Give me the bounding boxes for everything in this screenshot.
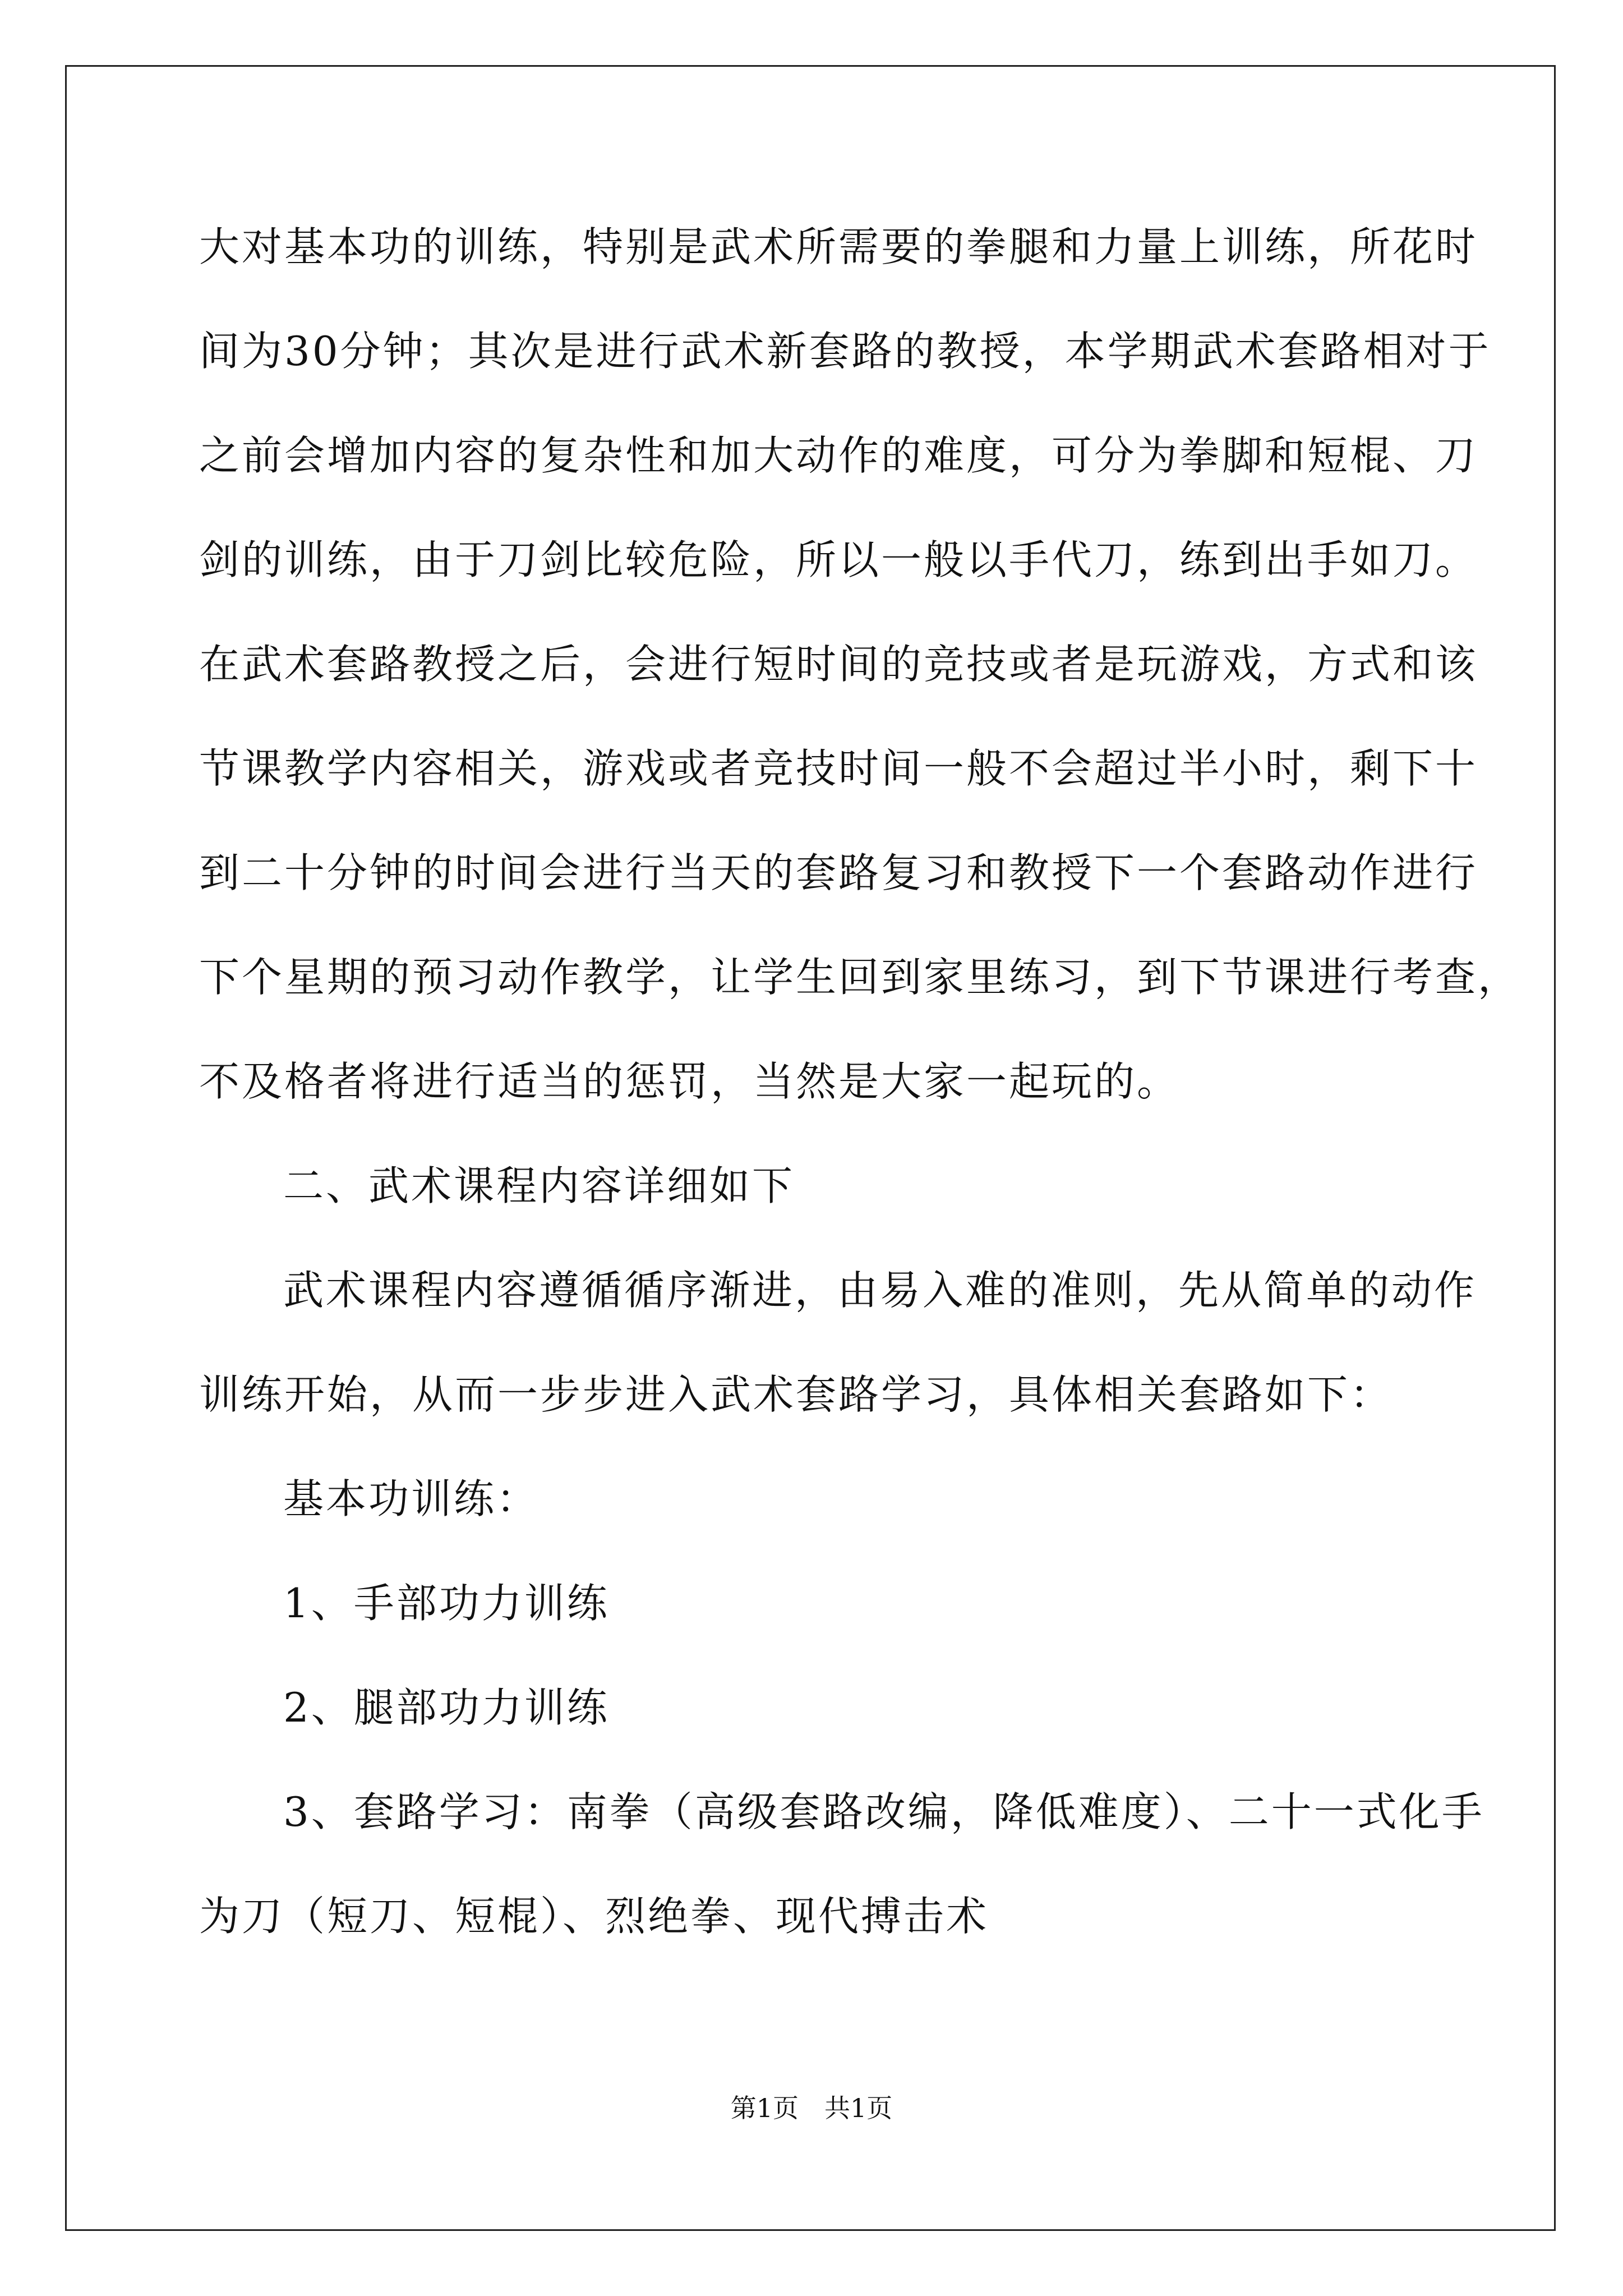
text-line: 到二十分钟的时间会进行当天的套路复习和教授下一个套路动作进行	[199, 849, 1478, 896]
text-line: 武术课程内容遵循循序渐进，由易入难的准则，先从简单的动作	[283, 1267, 1477, 1314]
text-line: 在武术套路教授之后，会进行短时间的竞技或者是玩游戏，方式和该	[199, 641, 1478, 688]
text-line: 为刀（短刀、短棍）、烈绝拳、现代搏击术	[199, 1893, 989, 1940]
text-line: 不及格者将进行适当的惩罚，当然是大家一起玩的。	[199, 1058, 1180, 1105]
text-line: 节课教学内容相关，游戏或者竞技时间一般不会超过半小时，剩下十	[199, 745, 1478, 792]
text-line: 间为30分钟；其次是进行武术新套路的教授，本学期武术套路相对于	[199, 328, 1491, 375]
list-item: 3、套路学习：南拳（高级套路改编，降低难度）、二十一式化手	[283, 1788, 1484, 1835]
text-line: 基本功训练：	[283, 1475, 540, 1522]
page-footer: 第1页 共1页	[730, 2093, 893, 2123]
text-line: 训练开始，从而一步步进入武术套路学习，具体相关套路如下：	[199, 1371, 1393, 1418]
text-line: 剑的训练，由于刀剑比较危险，所以一般以手代刀，练到出手如刀。	[199, 536, 1478, 583]
text-line: 下个星期的预习动作教学，让学生回到家里练习，到下节课进行考查，	[199, 954, 1521, 1001]
text-line: 大对基本功的训练，特别是武术所需要的拳腿和力量上训练，所花时	[199, 223, 1478, 270]
text-line: 之前会增加内容的复杂性和加大动作的难度，可分为拳脚和短棍、刀	[199, 432, 1478, 479]
list-item: 1、手部功力训练	[283, 1580, 610, 1627]
list-item: 2、腿部功力训练	[283, 1684, 610, 1731]
section-heading: 二、武术课程内容详细如下	[283, 1162, 795, 1209]
